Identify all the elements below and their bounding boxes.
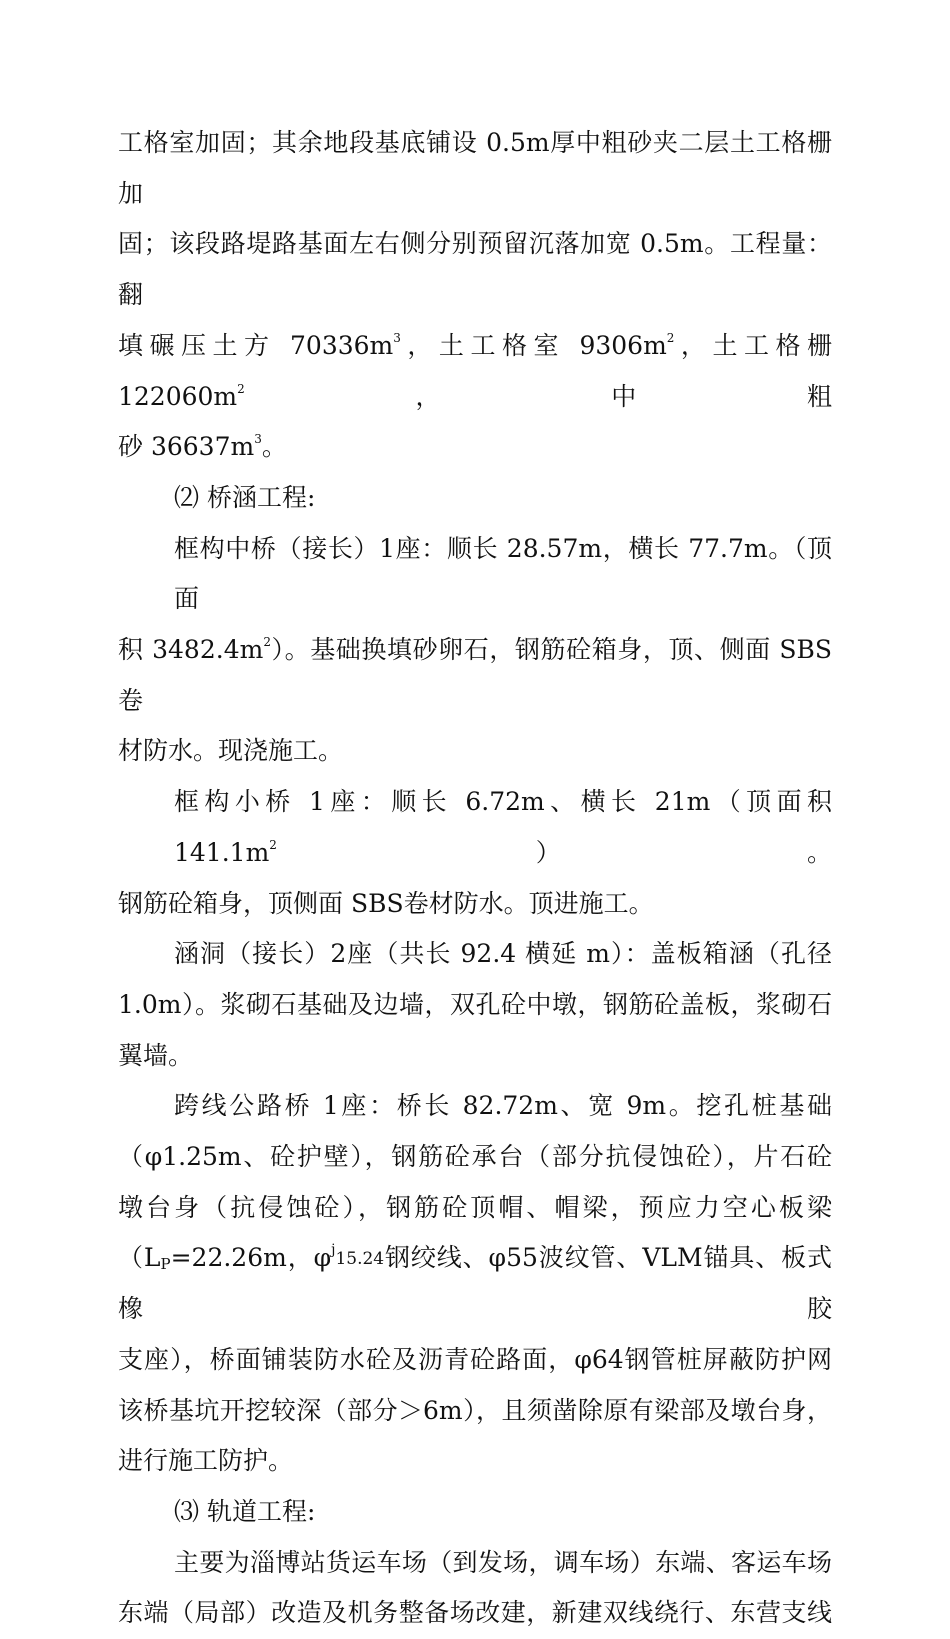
text-line: 钢筋砼箱身，顶侧面 SBS卷材防水。顶进施工。	[118, 888, 654, 918]
text-line: 涵洞（接长）2座（共长 92.4 横延 m）：盖板箱涵（孔径	[174, 939, 832, 969]
subscript: 15.24	[335, 1249, 385, 1270]
text-line: 翼墙。	[118, 1040, 194, 1070]
superscript: 3	[254, 432, 262, 447]
text-line: 跨线公路桥 1座：桥长 82.72m、宽 9m。挖孔桩基础	[174, 1091, 832, 1121]
text-line: 进行施工防护。	[118, 1446, 294, 1476]
text-line: 材防水。现浇施工。	[118, 736, 344, 766]
text-line	[118, 777, 832, 878]
text-run: 填碾压土方 70336m	[118, 330, 394, 360]
section-heading: ⑶ 轨道工程:	[174, 1496, 316, 1526]
text-run: ，土工格栅 122060m	[118, 330, 832, 411]
text-run: =22.26m，φ	[170, 1243, 332, 1273]
text-line: 1.0m）。浆砌石基础及边墙，双孔砼中墩，钢筋砼盖板，浆砌石	[118, 989, 832, 1019]
subscript: P	[160, 1255, 171, 1274]
text-line: 支座），桥面铺装防水砼及沥青砼路面，φ64钢管桩屏蔽防护网	[118, 1344, 832, 1374]
document-body	[118, 118, 832, 1639]
text-line: 工格室加固；其余地段基底铺设 0.5m厚中粗砂夹二层土工格栅加	[118, 128, 832, 208]
text-run: ）。基础换填砂卵石，钢筋砼箱身，顶、侧面 SBS 卷	[118, 635, 832, 715]
text-run: 积 3482.4m	[118, 635, 264, 665]
text-line: 框构中桥（接长）1座：顺长 28.57m，横长 77.7m。（顶面	[174, 533, 832, 614]
superscript: 2	[237, 381, 245, 396]
text-run: 砂 36637m	[118, 432, 255, 462]
text-run: 。	[261, 432, 287, 462]
superscript: 2	[263, 635, 271, 650]
text-line: 固；该段路堤路基面左右侧分别预留沉落加宽 0.5m。工程量：翻	[118, 229, 832, 310]
text-line: 主要为淄博站货运车场（到发场，调车场）东端、客运车场	[174, 1547, 832, 1577]
superscript: j	[331, 1242, 336, 1259]
text-line	[118, 1233, 832, 1334]
text-run: ，土工格室 9306m	[400, 330, 667, 360]
text-line	[118, 321, 832, 422]
superscript: 3	[393, 330, 401, 345]
text-line: 墩台身（抗侵蚀砼），钢筋砼顶帽、帽梁，预应力空心板梁	[118, 1192, 832, 1222]
text-run: 钢绞线、φ55波纹管、VLM锚具、板式橡胶	[118, 1243, 833, 1324]
text-line: 东端（局部）改造及机务整备场改建，新建双线绕行、东营支线	[118, 1598, 832, 1628]
superscript: 2	[666, 330, 675, 345]
text-run: ）。	[276, 837, 832, 867]
section-heading: ⑵ 桥涵工程:	[174, 482, 316, 512]
text-line: （φ1.25m、砼护壁），钢筋砼承台（部分抗侵蚀砼），片石砼	[118, 1142, 832, 1172]
text-line	[118, 625, 832, 726]
text-run: （L	[118, 1243, 161, 1273]
text-line	[118, 422, 832, 473]
text-run: ，中粗	[244, 381, 832, 411]
text-run: 框构小桥 1座：顺长 6.72m、横长 21m（顶面积 141.1m	[174, 787, 832, 867]
superscript: 2	[269, 837, 277, 852]
text-line: 该桥基坑开挖较深（部分＞6m），且须凿除原有梁部及墩台身，	[118, 1395, 832, 1425]
